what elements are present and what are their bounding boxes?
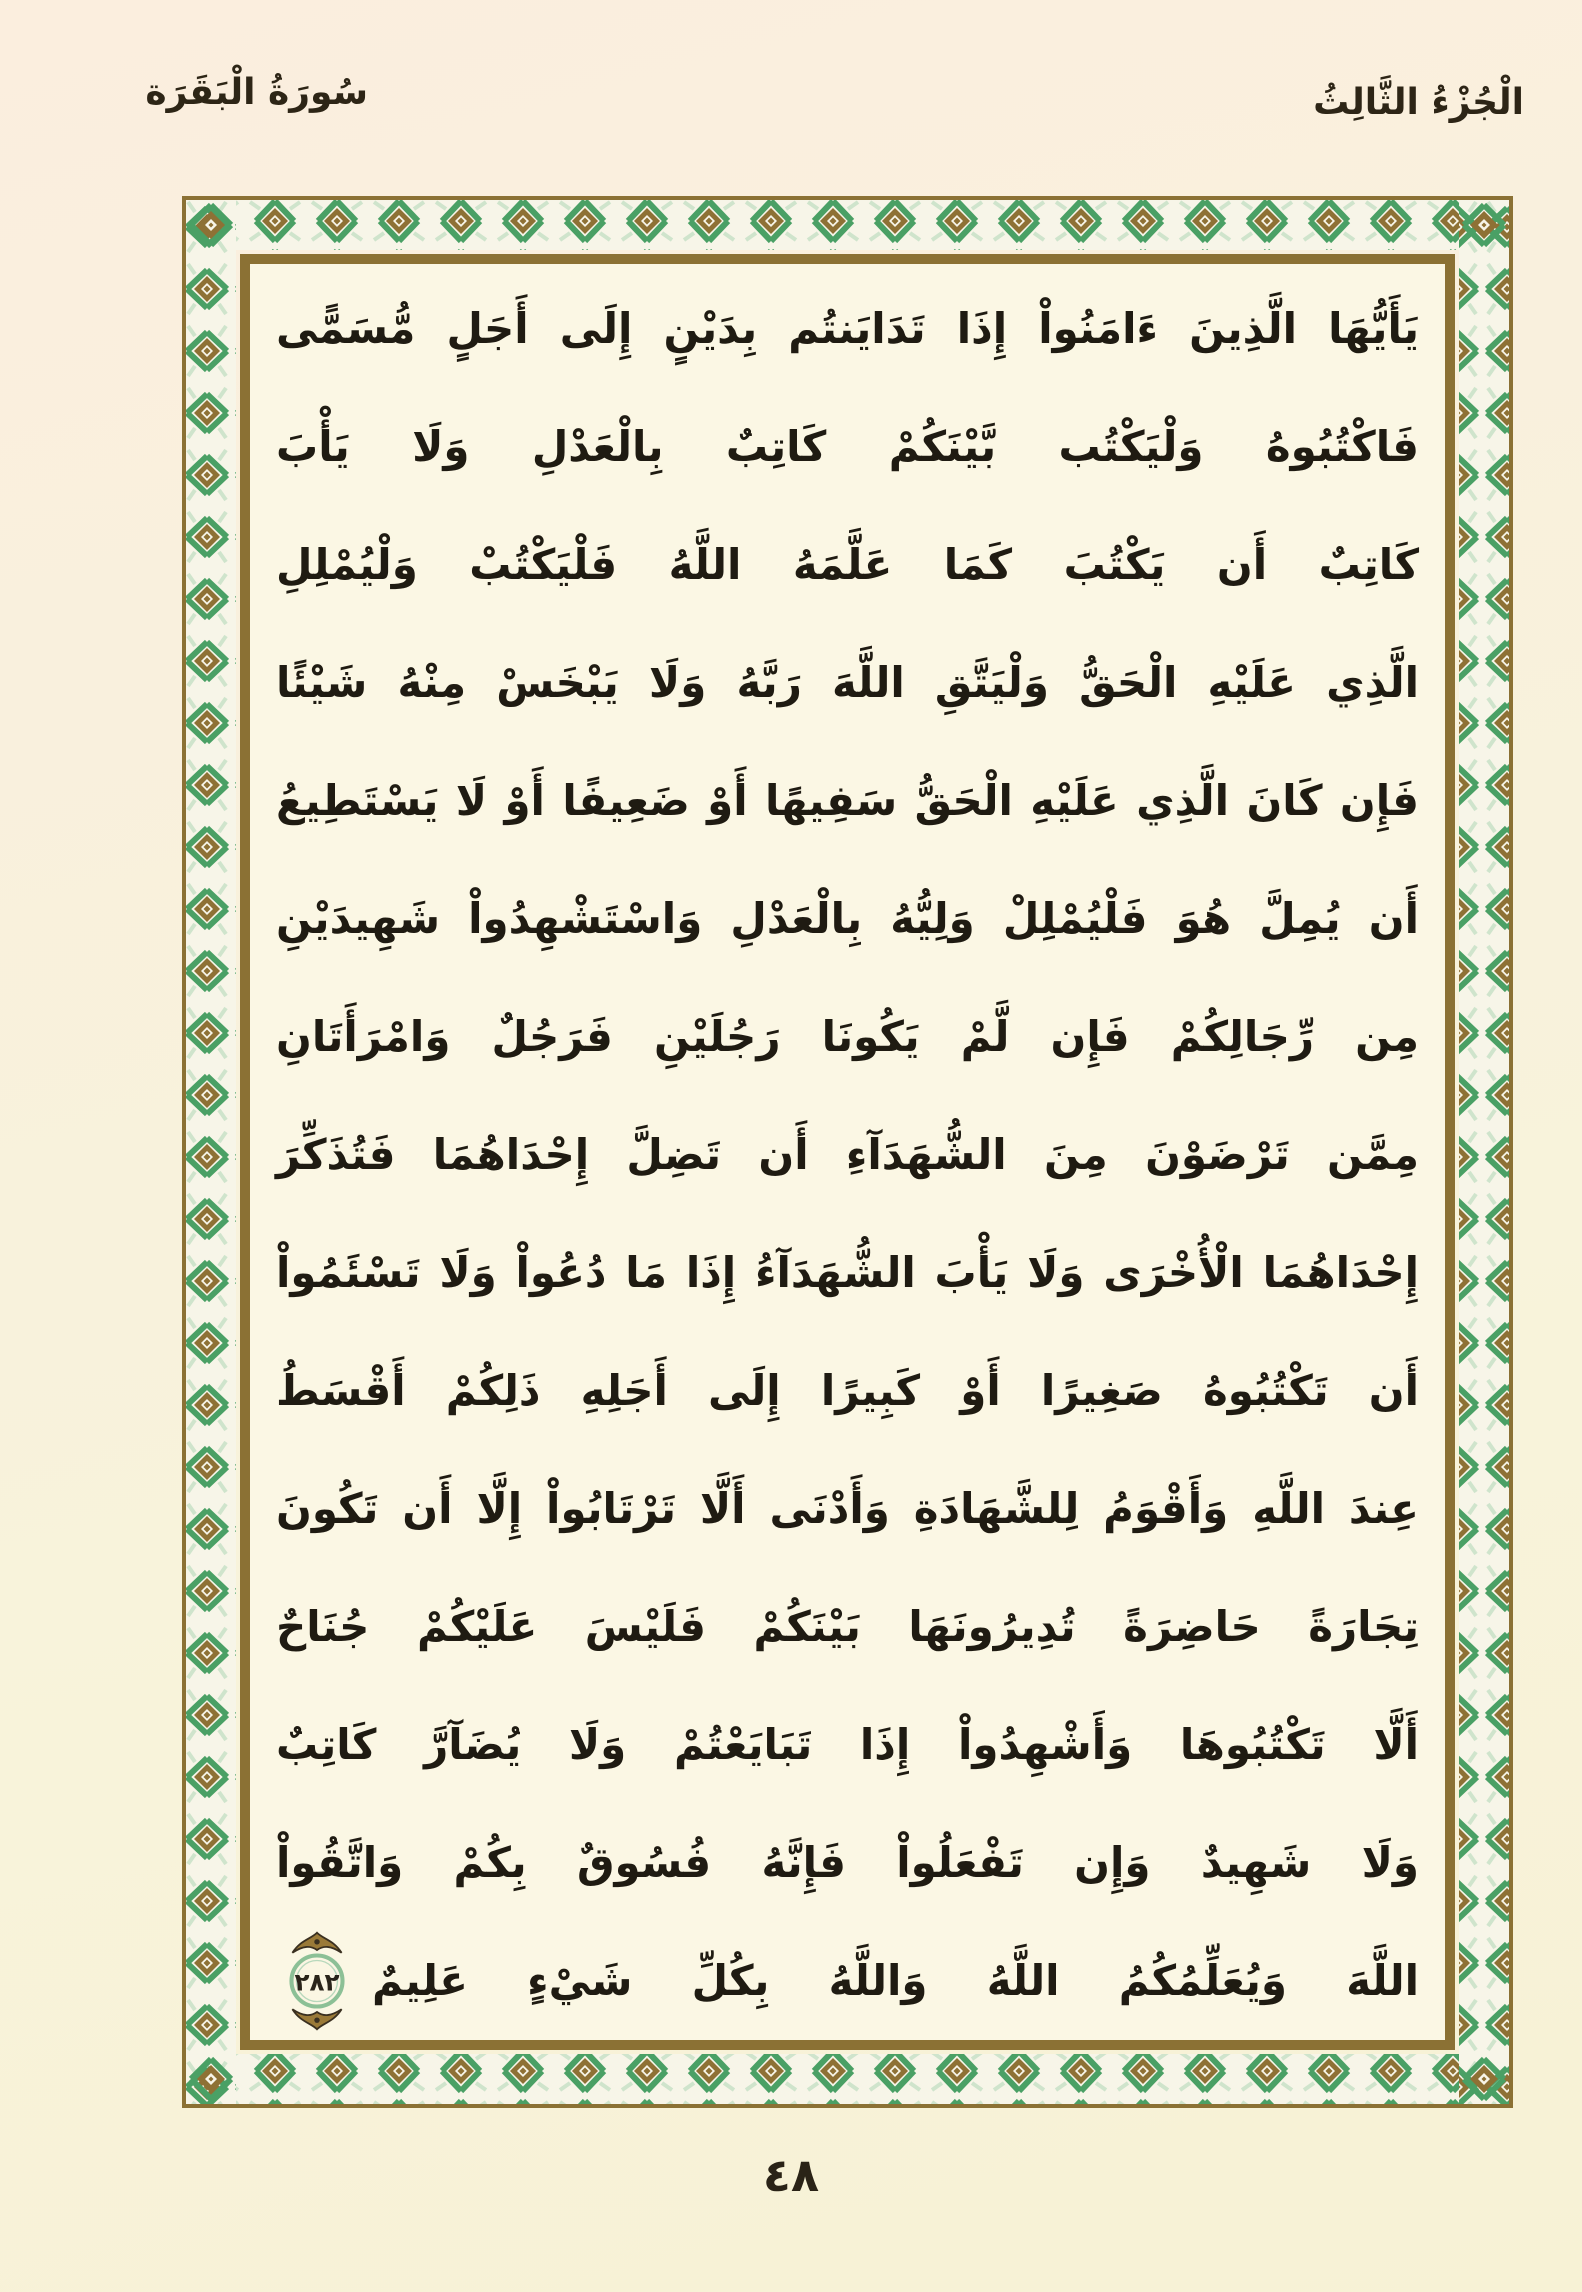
quran-line-10: أَن تَكْتُبُوهُ صَغِيرًا أَوْ كَبِيرًا إِلَى أَجَلِهِ ذَلِكُمْ أَقْسَطُ xyxy=(276,1366,1419,1415)
quran-line-6: أَن يُمِلَّ هُوَ فَلْيُمْلِلْ وَلِيُّهُ بِالْعَدْلِ وَاسْتَشْهِدُواْ شَهِيدَيْنِ xyxy=(276,894,1419,943)
ayah-end-marker xyxy=(276,1929,358,2033)
quran-line-11: عِندَ اللَّهِ وَأَقْوَمُ لِلشَّهَادَةِ وَأَدْنَى أَلَّا تَرْتَابُواْ إِلَّا أَن تَكُونَ xyxy=(276,1484,1419,1533)
quran-line-3: كَاتِبٌ أَن يَكْتُبَ كَمَا عَلَّمَهُ اللَّهُ فَلْيَكْتُبْ وَلْيُمْلِلِ xyxy=(276,540,1419,589)
quran-line-12: تِجَارَةً حَاضِرَةً تُدِيرُونَهَا بَيْنَكُمْ فَلَيْسَ عَلَيْكُمْ جُنَاحٌ xyxy=(276,1602,1419,1651)
ayah-number-text: ٢٨٢ xyxy=(294,1967,340,1997)
quran-line-14: وَلَا شَهِيدٌ وَإِن تَفْعَلُواْ فَإِنَّهُ فُسُوقٌ بِكُمْ وَاتَّقُواْ xyxy=(276,1838,1419,1887)
quran-line-15-text: اللَّهَ وَيُعَلِّمُكُمُ اللَّهُ وَاللَّهُ بِكُلِّ شَيْءٍ عَلِيمٌ xyxy=(372,1956,1419,2005)
quran-line-2: فَاكْتُبُوهُ وَلْيَكْتُب بَّيْنَكُمْ كَاتِبٌ بِالْعَدْلِ وَلَا يَأْبَ xyxy=(276,422,1419,471)
quran-line-13: أَلَّا تَكْتُبُوهَا وَأَشْهِدُواْ إِذَا تَبَايَعْتُمْ وَلَا يُضَآرَّ كَاتِبٌ xyxy=(276,1720,1419,1769)
quran-line-8: مِمَّن تَرْضَوْنَ مِنَ الشُّهَدَآءِ أَن تَضِلَّ إِحْدَاهُمَا فَتُذَكِّرَ xyxy=(276,1130,1419,1179)
quran-line-9: إِحْدَاهُمَا الْأُخْرَى وَلَا يَأْبَ الشُّهَدَآءُ إِذَا مَا دُعُواْ وَلَا تَسْئَمُواْ xyxy=(276,1248,1419,1297)
juz-title-header: الْجُزْءُ الثَّالِثُ xyxy=(1313,82,1524,123)
surah-title-header: سُورَةُ الْبَقَرَة xyxy=(145,72,368,113)
page-number: ٤٨ xyxy=(762,2148,820,2202)
quran-line-4: الَّذِي عَلَيْهِ الْحَقُّ وَلْيَتَّقِ اللَّهَ رَبَّهُ وَلَا يَبْخَسْ مِنْهُ شَيْئًا xyxy=(276,658,1419,707)
quran-line-5: فَإِن كَانَ الَّذِي عَلَيْهِ الْحَقُّ سَفِيهًا أَوْ ضَعِيفًا أَوْ لَا يَسْتَطِيعُ xyxy=(276,776,1419,825)
quran-line-1: يَأَيُّهَا الَّذِينَ ءَامَنُواْ إِذَا تَدَايَنتُم بِدَيْنٍ إِلَى أَجَلٍ مُّسَمًّى xyxy=(276,304,1419,353)
quran-line-15 xyxy=(276,1922,1419,2040)
quran-line-7: مِن رِّجَالِكُمْ فَإِن لَّمْ يَكُونَا رَجُلَيْنِ فَرَجُلٌ وَامْرَأَتَانِ xyxy=(276,1012,1419,1061)
verse-text-area xyxy=(250,264,1445,2040)
